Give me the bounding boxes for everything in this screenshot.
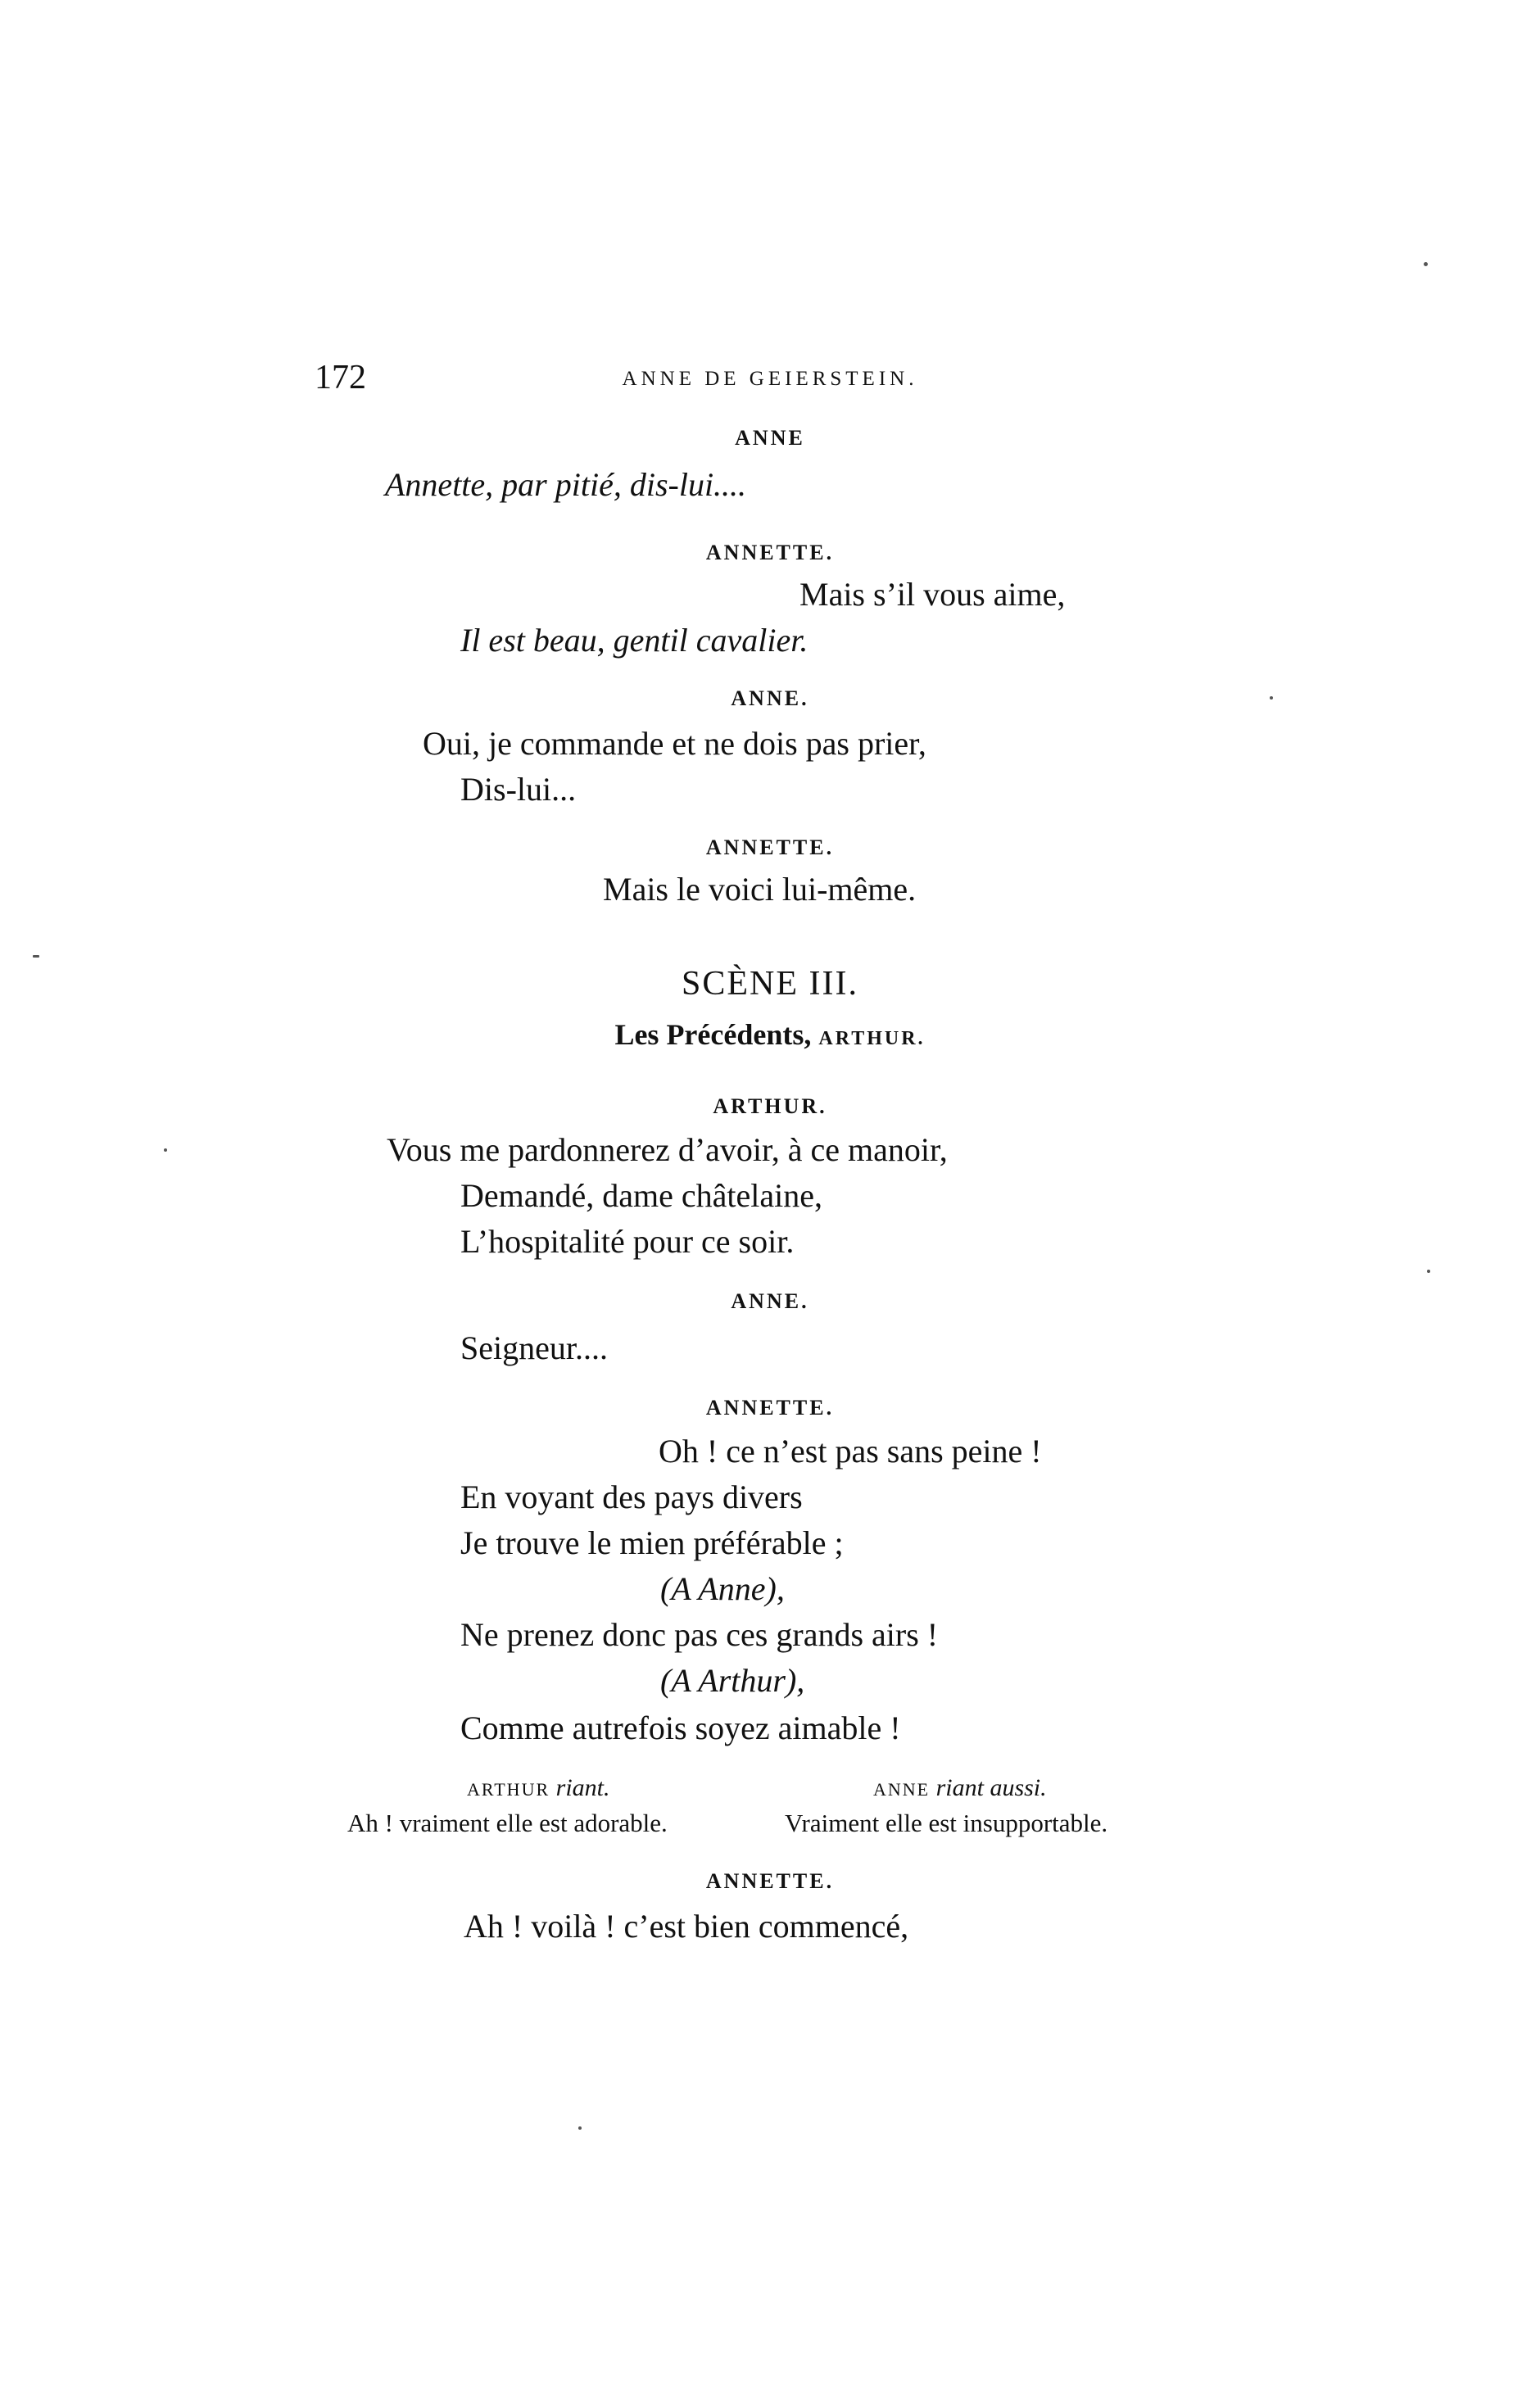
speaker-label: ARTHUR. <box>713 1094 827 1118</box>
duet-right-speaker-name: ANNE <box>873 1779 931 1800</box>
speaker-label: ANNETTE. <box>705 835 835 859</box>
page-number: 172 <box>315 359 366 396</box>
scan-speck <box>1427 1270 1430 1273</box>
scan-speck <box>164 1148 167 1152</box>
scan-speck <box>33 955 39 958</box>
speaker-label: ANNETTE. <box>705 1869 835 1893</box>
speaker-label: ANNETTE. <box>705 541 835 564</box>
scene-cast-name: ARTHUR. <box>818 1028 926 1049</box>
verse-line: Il est beau, gentil cavalier. <box>460 622 808 659</box>
scene-cast <box>0 1020 1540 1049</box>
scan-speck <box>1424 262 1428 266</box>
verse-line: Seigneur.... <box>460 1329 608 1366</box>
duet-right-speaker <box>873 1776 1047 1800</box>
verse-line: Demandé, dame châtelaine, <box>460 1177 822 1214</box>
verse-line: Comme autrefois soyez aimable ! <box>460 1709 901 1746</box>
verse-line: Ne prenez donc pas ces grands airs ! <box>460 1616 939 1653</box>
stage-direction: (A Arthur), <box>660 1662 805 1699</box>
stage-direction: (A Anne), <box>660 1570 785 1607</box>
duet-right-line: Vraiment elle est insupportable. <box>785 1809 1108 1837</box>
verse-line: Oh ! ce n’est pas sans peine ! <box>659 1433 1042 1469</box>
verse-line: Annette, par pitié, dis-lui.... <box>385 466 747 503</box>
verse-line: Ah ! voilà ! c’est bien commencé, <box>464 1908 909 1945</box>
verse-line: Mais le voici lui-même. <box>603 871 917 908</box>
verse-line: Dis-lui... <box>460 771 577 808</box>
verse-line: Je trouve le mien préférable ; <box>460 1524 844 1561</box>
speaker-label: ANNE. <box>731 686 809 710</box>
scene-cast-text: Les Précédents, <box>614 1018 812 1051</box>
duet-left-line: Ah ! vraiment elle est adorable. <box>347 1809 668 1837</box>
speaker-label: ANNE <box>735 426 805 450</box>
scene-title: SCÈNE III. <box>682 965 858 1003</box>
speaker-label: ANNE. <box>731 1289 809 1313</box>
verse-line: Vous me pardonnerez d’avoir, à ce manoir, <box>387 1131 948 1168</box>
running-title: ANNE DE GEIERSTEIN. <box>622 368 918 390</box>
scan-speck <box>578 2126 582 2130</box>
scan-speck <box>1270 696 1273 700</box>
duet-right-direction: riant aussi. <box>935 1774 1047 1801</box>
duet-left-speaker <box>467 1776 610 1800</box>
verse-line: L’hospitalité pour ce soir. <box>460 1223 795 1260</box>
verse-line: En voyant des pays divers <box>460 1479 803 1515</box>
duet-left-speaker-name: ARTHUR <box>467 1779 550 1800</box>
verse-line: Mais s’il vous aime, <box>799 576 1066 613</box>
duet-left-direction: riant. <box>555 1774 610 1801</box>
speaker-label: ANNETTE. <box>705 1396 835 1420</box>
verse-line: Oui, je commande et ne dois pas prier, <box>423 725 926 762</box>
